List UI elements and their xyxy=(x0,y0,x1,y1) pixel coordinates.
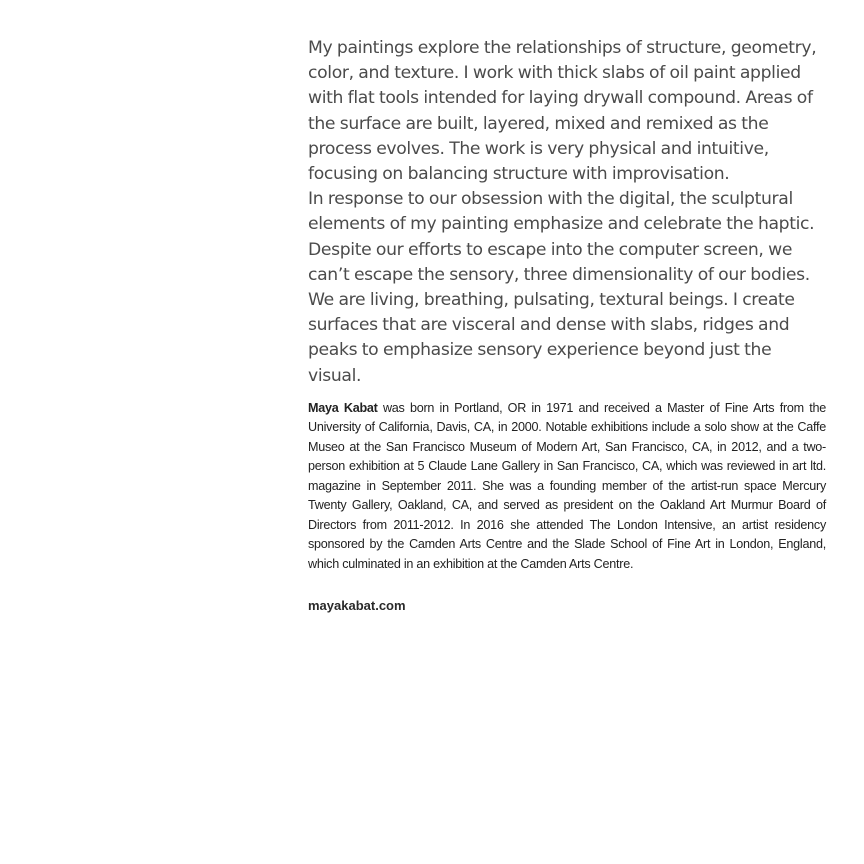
bio-text: was born in Portland, OR in 1971 and received a Master of Fine Arts from the University of California, Davis, CA, in 2000. Notable exhibitions include a solo show at the Caffe Museo at the San Francisco Museum of Modern Art, San Francisco, CA, in 2012, and a two-person exhibition at 5 Claude Lane Gallery in San Francisco, CA, which was reviewed in art ltd. magazine in September 2011. She was a founding member of the artist-run space Mercury Twenty Gallery, Oakland, CA, and served as president on the Oakland Art Murmur Board of Directors from 2011-2012. In 2016 she attended The London Intensive, an artist residency sponsored by the Camden Arts Centre and the Slade School of Fine Art in London, England, which culminated in an exhibition at the Camden Arts Centre. xyxy=(308,400,827,571)
artist-statement xyxy=(308,36,826,389)
content-column xyxy=(308,36,826,613)
artist-bio xyxy=(308,399,826,575)
statement-paragraph-1: My paintings explore the relationships of structure, geometry, color, and texture. I work with thick slabs of oil paint applied with flat tools intended for laying drywall compound. Areas of the surface are built, layered, mixed and remixed as the process evolves. The work is very physical and intuitive, focusing on balancing structure with improvisation. xyxy=(308,38,817,185)
artist-name: Maya Kabat xyxy=(308,400,378,415)
website-link[interactable]: mayakabat.com xyxy=(308,598,406,614)
statement-paragraph-2: In response to our obsession with the digital, the sculptural elements of my painting emphasize and celebrate the haptic. Despite our efforts to escape into the computer screen, we can’t escape the sensory, three dimensionality of our bodies. We are living, breathing, pulsating, textural beings. I create surfaces that are visceral and dense with slabs, ridges and peaks to emphasize sensory experience beyond just the visual. xyxy=(308,189,815,386)
